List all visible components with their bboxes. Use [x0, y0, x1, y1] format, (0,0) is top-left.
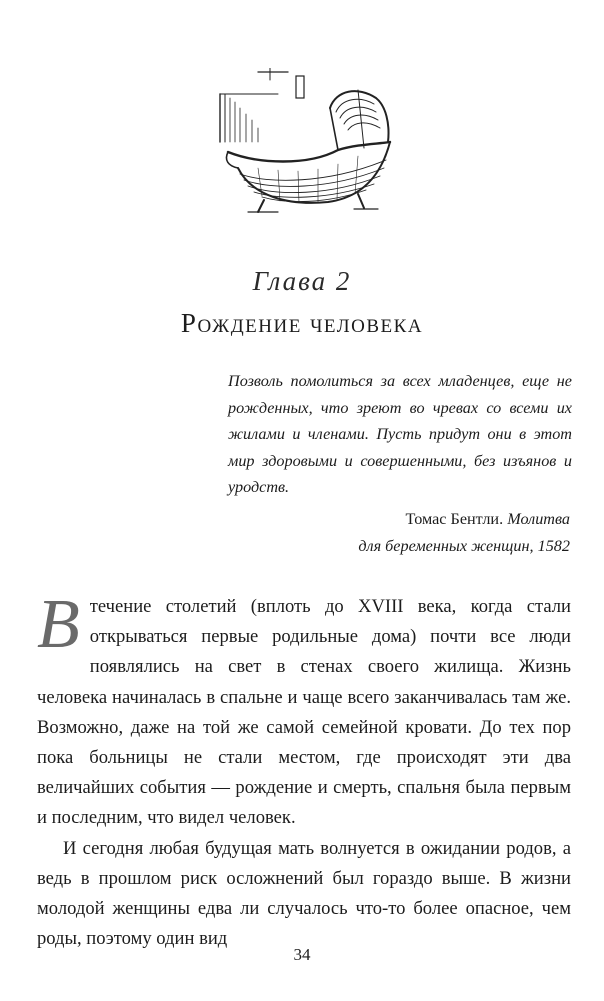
epigraph-attribution — [230, 506, 570, 559]
drop-cap: В — [37, 586, 80, 663]
paragraph-1-text: течение столетий (вплоть до XVIII века, когда стали открываться первые родильные дома) почти все люди появлялись на свет в стенах своего жилища. Жизнь человека начиналась в спальне и чаще всего заканчивалась там же. Возможно, даже на той же самой семейной кровати. До тех пор пока больницы не стали местом, где происходят эти два величайших события — рождение и смерть, спальня была первым и последним, что видел человек. — [37, 596, 571, 829]
epigraph-work-subtitle: для беременных женщин, 1582 — [358, 536, 570, 555]
epigraph-work-title: Молитва — [507, 510, 570, 528]
epigraph-author: Томас Бентли. — [405, 510, 504, 528]
paragraph-1 — [37, 586, 571, 834]
body-text — [37, 586, 571, 954]
chapter-title: Рождение человека — [180, 308, 424, 338]
paragraph-2: И сегодня любая будущая мать волнуется в ожидании родов, а ведь в прошлом риск осложнений был гораздо выше. В жизни молодой женщины едва ли случалось что-то более опасное, чем роды, поэтому один вид — [37, 837, 571, 950]
cradle-illustration — [218, 68, 398, 214]
chapter-label: Глава 2 — [252, 266, 352, 296]
page-number: 34 — [293, 945, 311, 964]
epigraph-text: Позволь помолиться за всех младенцев, еще не рожденных, что зреют во чревах со всеми их жилами и членами. Пусть придут они в этот мир здоровыми и совершенными, без изъянов и уродств. — [228, 372, 572, 496]
